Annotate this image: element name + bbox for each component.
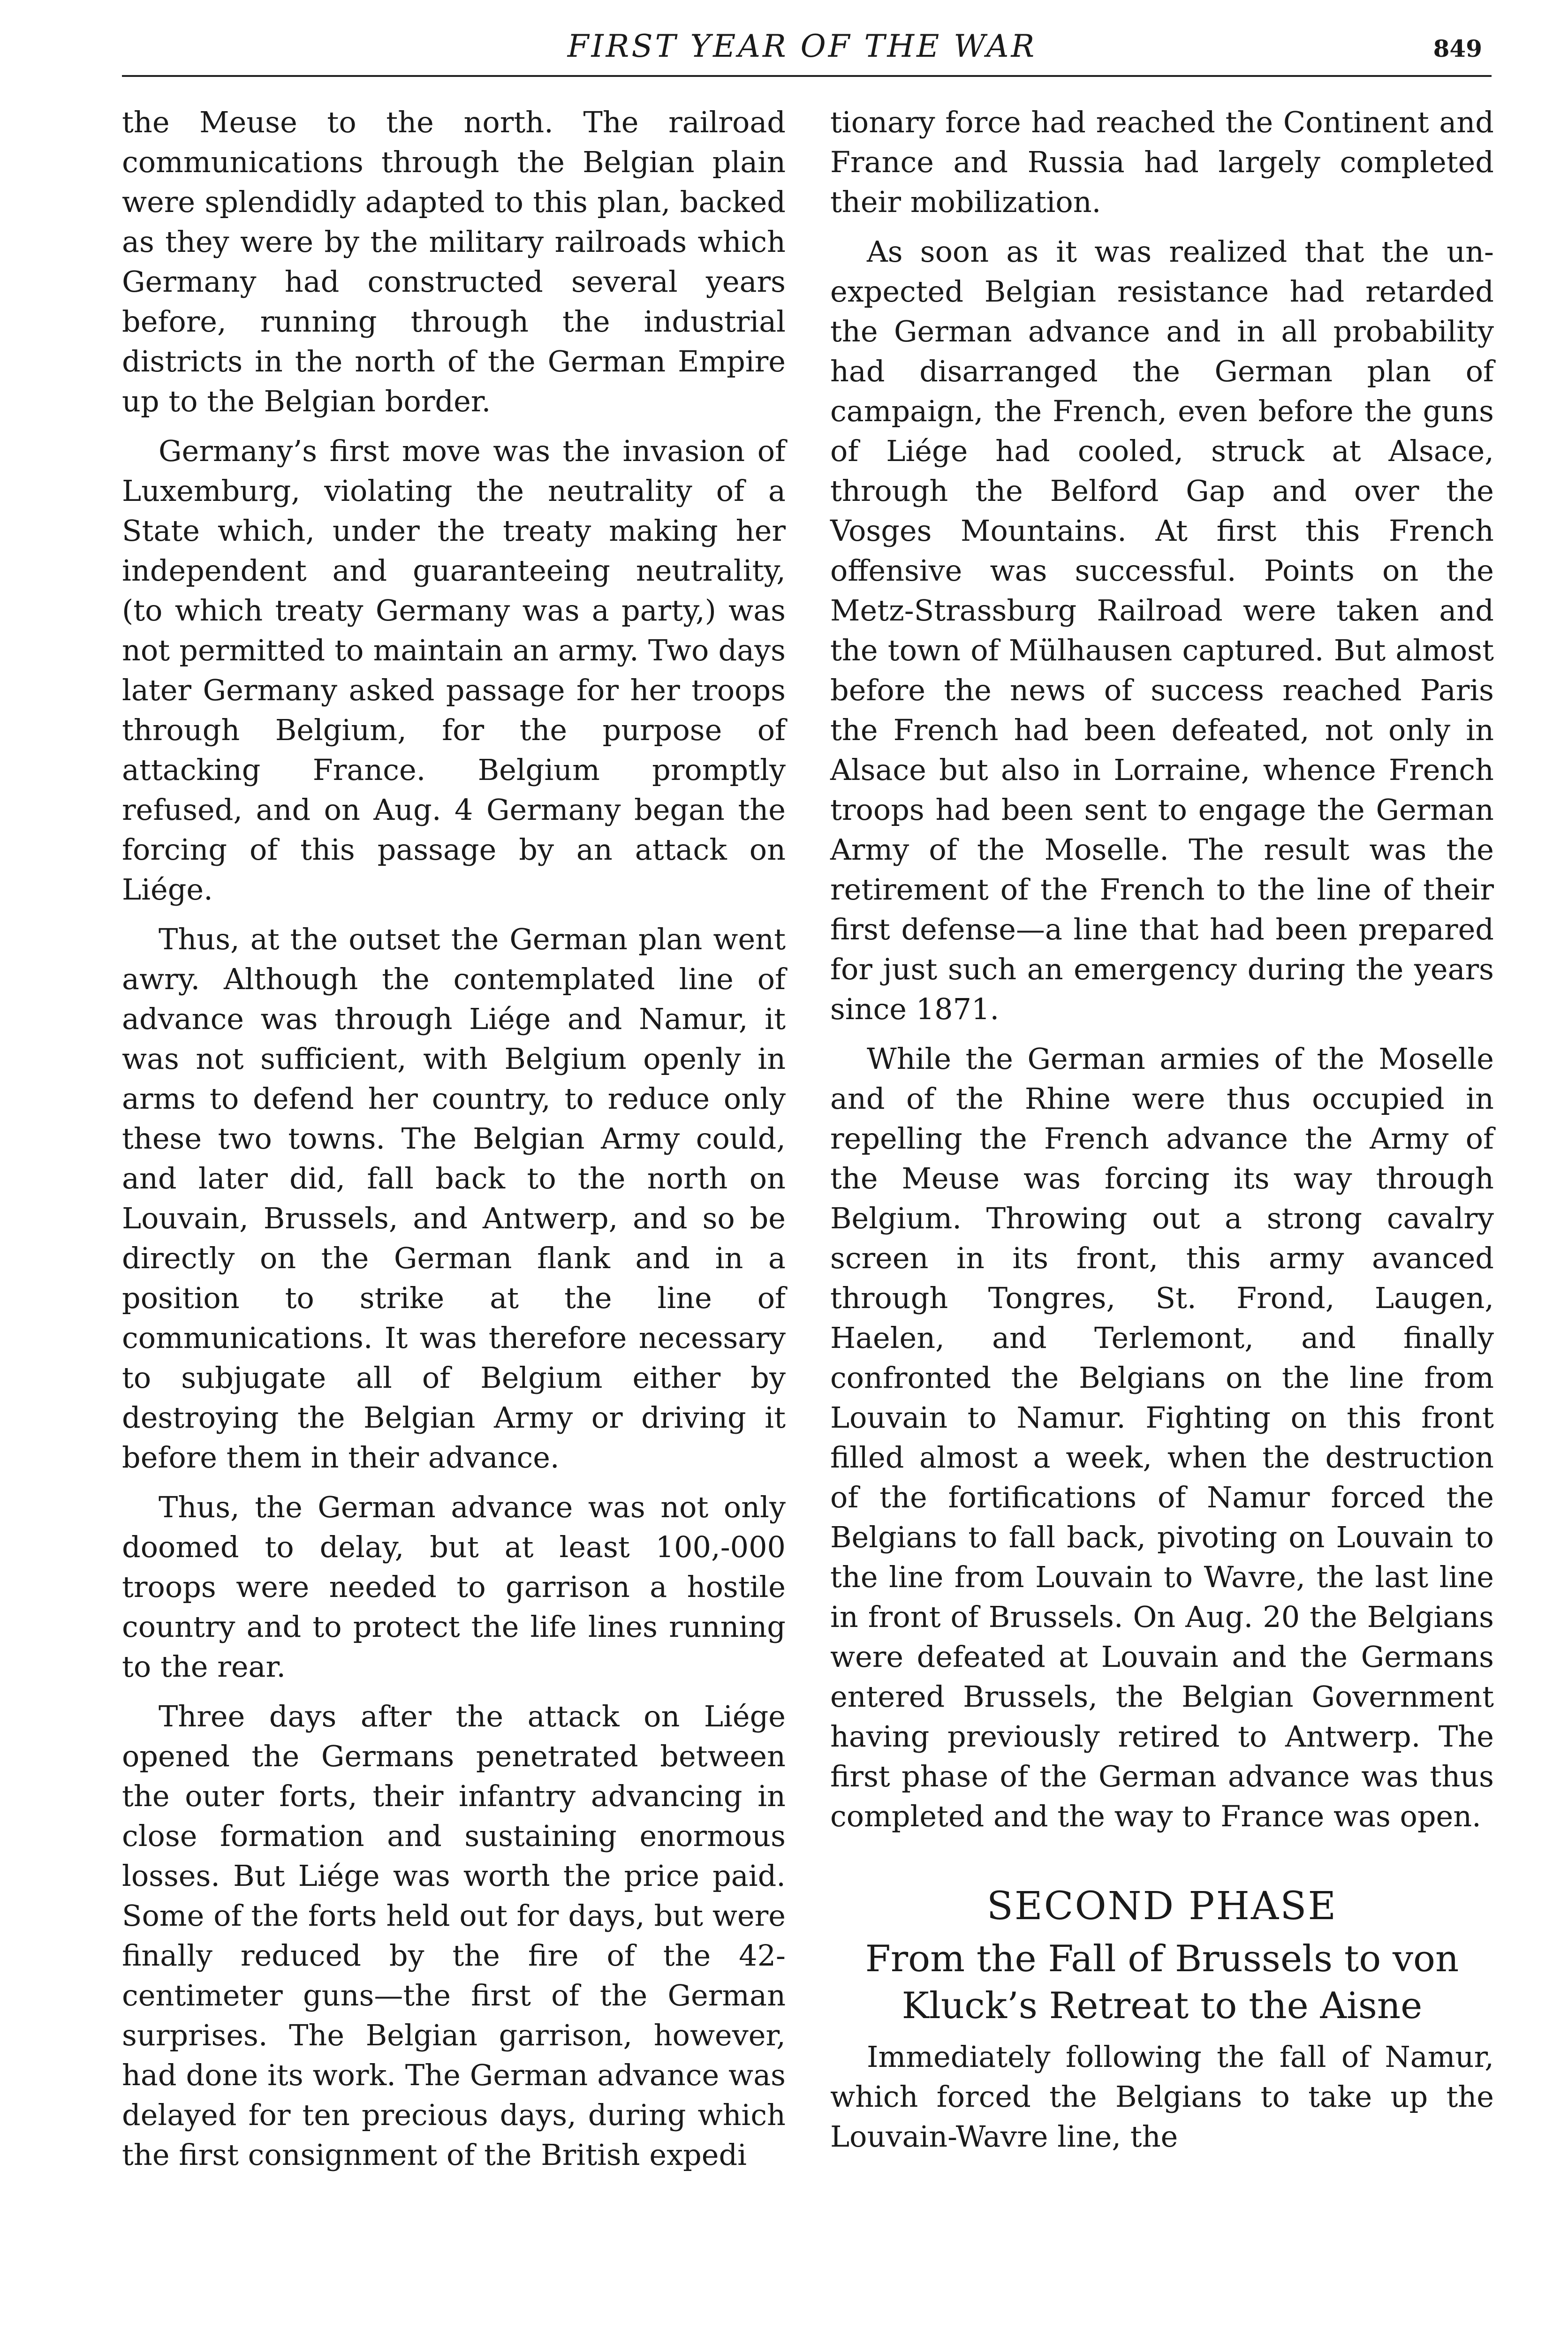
header-rule: [122, 75, 1492, 77]
left-column: [122, 102, 786, 2185]
paragraph: While the German armies of the Moselle and of the Rhine were thus occupied in repelling the French advance the Army of the Meuse was forcing its way through Belgium. Throwing out a strong cavalry screen in its front, this army avanced through Tongres, St. Frond, Laugen, Haelen, and Terlemont, and finally confronted the Belgians on the line from Louvain to Namur. Fighting on this front filled almost a week, when the destruction of the fortifications of Namur forced the Belgians to fall back, pivoting on Louvain to the line from Louvain to Wavre, the last line in front of Brussels. On Aug. 20 the Belgians were defeated at Louvain and the Germans entered Brussels, the Belgian Government having previously retired to Antwerp. The first phase of the German advance was thus completed and the way to France was open.: [830, 1042, 1494, 1833]
paragraph: Three days after the attack on Liége opened the Germans penetrated between the outer forts, their infantry advancing in close formation and sustaining enormous losses. But Liége was worth the price paid. Some of the forts held out for days, but were finally reduced by the fire of the 42-centimeter guns—the first of the German surprises. The Belgian garrison, however, had done its work. The German advance was delayed for ten precious days, during which the first consignment of the British expedi: [122, 1699, 786, 2172]
paragraph: the Meuse to the north. The railroad communications through the Belgian plain were splendidly adapted to this plan, backed as they were by the military railroads which Germany had constructed several years before, running through the industrial districts in the north of the German Empire up to the Belgian border.: [122, 105, 786, 418]
section-title: SECOND PHASE: [986, 1884, 1338, 1929]
paragraph: As soon as it was realized that the unexpected Belgian resistance had retarded the German advance and in all probability had disarranged the German plan of campaign, the French, even before the guns of Liége had cooled, struck at Alsace, through the Belford Gap and over the Vosges Mountains. At first this French offensive was successful. Points on the Metz-Strassburg Railroad were taken and the town of Mülhausen captured. But almost before the news of success reached Paris the French had been defeated, not only in Alsace but also in Lorraine, whence French troops had been sent to engage the German Army of the Moselle. The result was the retirement of the French to the line of their first defense—a line that had been prepared for just such an emergency during the years since 1871.: [830, 234, 1494, 1026]
paragraph: Immediately following the fall of Namur, which forced the Belgians to take up the Louvain-Wavre line, the: [830, 2040, 1494, 2154]
right-column: [830, 102, 1494, 2166]
running-head: [122, 19, 1482, 75]
running-title: FIRST YEAR OF THE WAR: [567, 28, 1037, 64]
paragraph: tionary force had reached the Continent and France and Russia had largely completed their mobilization.: [830, 105, 1494, 219]
paragraph: Thus, at the outset the German plan went awry. Although the contemplated line of advance was through Liége and Namur, it was not sufficient, with Belgium openly in arms to defend her country, to reduce only these two towns. The Belgian Army could, and later did, fall back to the north on Louvain, Brussels, and Antwerp, and so be directly on the German flank and in a position to strike at the line of communications. It was therefore necessary to subjugate all of Belgium either by destroying the Belgian Army or driving it before them in their advance.: [122, 922, 786, 1475]
page-number: 849: [1433, 35, 1482, 62]
paragraph: Thus, the German advance was not only doomed to delay, but at least 100,-000 troops were needed to garrison a hostile country and to protect the life lines running to the rear.: [122, 1490, 786, 1684]
paragraph: Germany’s first move was the invasion of Luxemburg, violating the neutrality of a State which, under the treaty making her independent and guaranteeing neutrality, (to which treaty Germany was a party,) was not permitted to maintain an army. Two days later Germany asked passage for her troops through Belgium, for the purpose of attacking France. Belgium promptly refused, and on Aug. 4 Germany began the forcing of this passage by an attack on Liége.: [122, 434, 786, 907]
section-subtitle: From the Fall of Brussels to von Kluck’s Retreat to the Aisne: [865, 1938, 1459, 2027]
